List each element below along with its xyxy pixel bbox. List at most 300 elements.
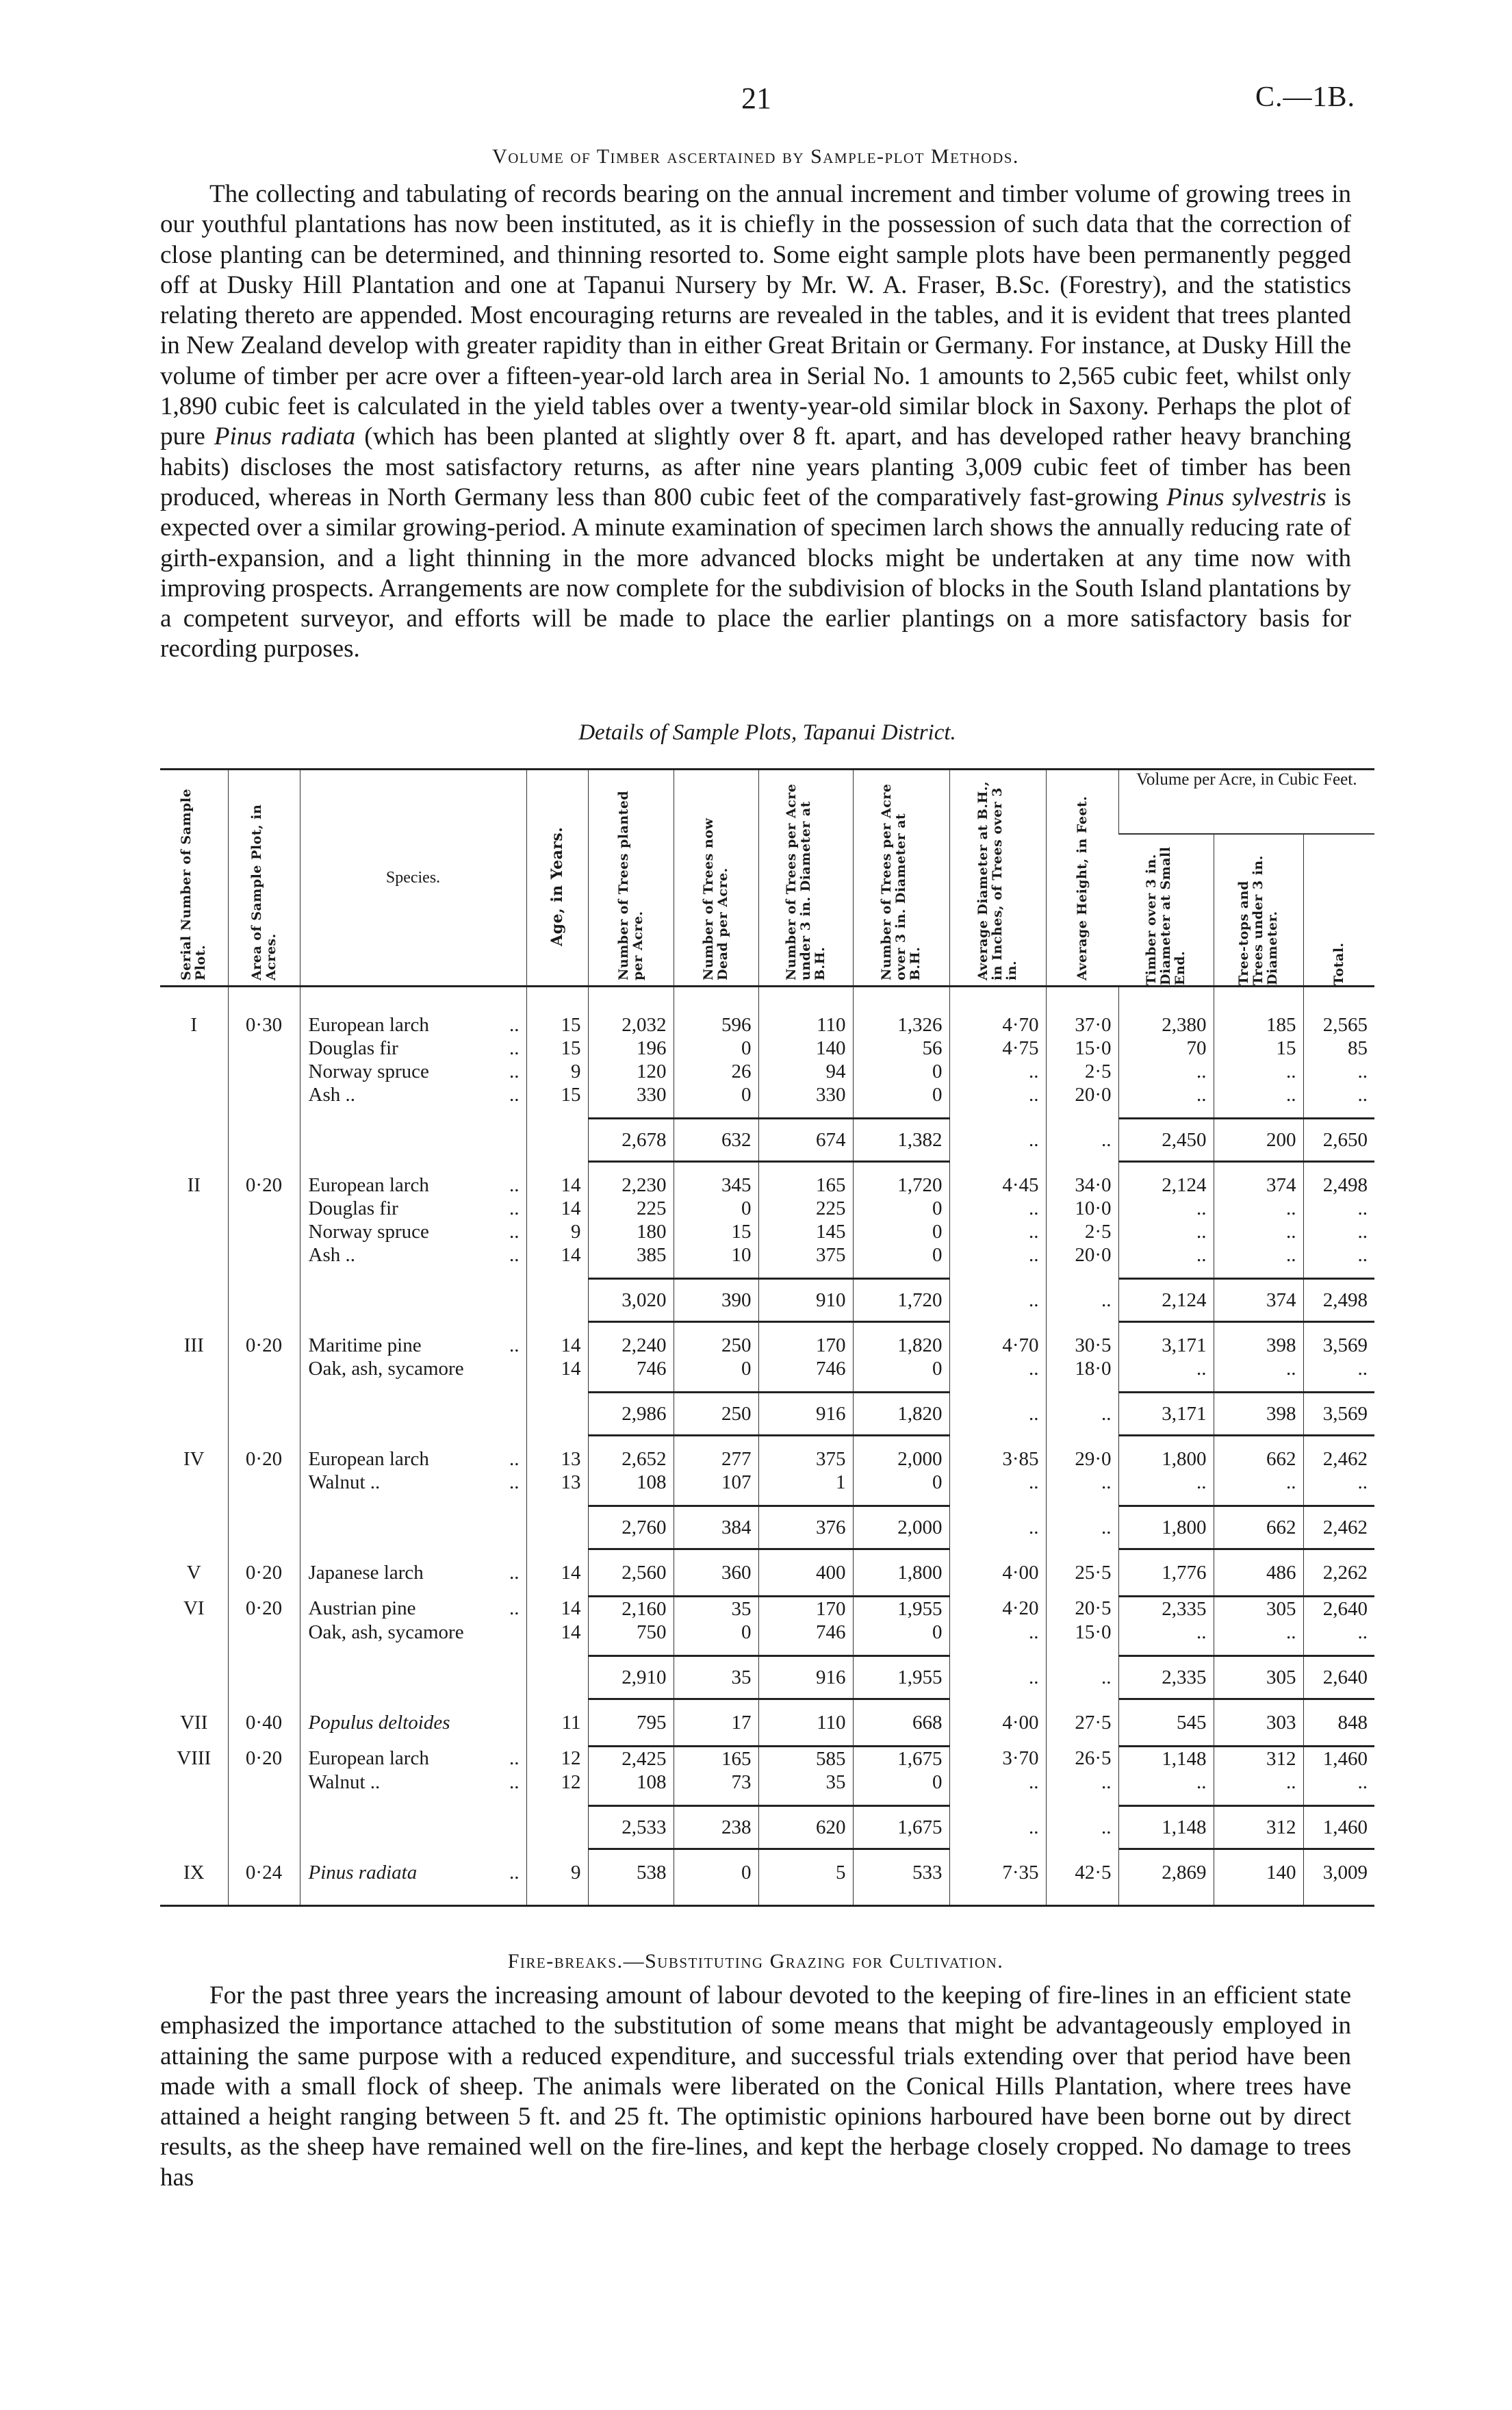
empty-cell — [526, 1436, 588, 1448]
species-name: Maritime pine — [308, 1334, 422, 1356]
sample-plots-table — [160, 768, 1374, 1907]
under3-cell: 165 — [758, 1174, 853, 1197]
empty-cell — [758, 1884, 853, 1906]
total-planted-cell: 2,760 — [588, 1506, 674, 1549]
over3-cell: 668 — [853, 1711, 949, 1734]
age-cell: 9 — [526, 1861, 588, 1884]
species-cell — [300, 1334, 526, 1357]
empty-cell — [160, 1267, 228, 1279]
over3-cell: 533 — [853, 1861, 949, 1884]
empty-cell — [300, 987, 526, 1014]
empty-cell — [853, 1162, 949, 1174]
planted-cell: 750 — [588, 1621, 674, 1644]
dot-leader: .. — [509, 1862, 520, 1883]
empty-cell — [1303, 1322, 1374, 1334]
under3-cell: 35 — [758, 1771, 853, 1794]
empty-cell — [674, 1699, 758, 1712]
empty-cell — [300, 1656, 526, 1699]
spacer-row — [160, 1644, 1374, 1656]
empty-cell — [758, 1849, 853, 1862]
total-tops-cell: 374 — [1214, 1279, 1303, 1322]
table-body — [160, 987, 1374, 1906]
serial-number-cell — [160, 1357, 228, 1380]
empty-cell — [949, 1584, 1046, 1597]
total-timber-cell: 1,148 — [1118, 1806, 1214, 1849]
species-name: Norway spruce — [308, 1221, 429, 1243]
diam-cell: .. — [949, 1771, 1046, 1794]
species-name: Walnut .. — [308, 1771, 381, 1793]
planted-cell: 746 — [588, 1357, 674, 1380]
total-planted-cell: 2,678 — [588, 1119, 674, 1162]
under3-cell: 225 — [758, 1197, 853, 1220]
planted-cell: 2,240 — [588, 1334, 674, 1357]
empty-cell — [228, 1436, 300, 1448]
total-tops-cell: 662 — [1214, 1506, 1303, 1549]
serial-number-cell — [160, 1197, 228, 1220]
empty-cell — [300, 1267, 526, 1279]
total-height-cell: .. — [1046, 1393, 1118, 1436]
empty-cell — [526, 1162, 588, 1174]
empty-cell — [228, 1849, 300, 1862]
species-name: Ash .. — [308, 1084, 355, 1106]
empty-cell — [160, 1549, 228, 1562]
over3-cell: 1,820 — [853, 1334, 949, 1357]
spacer-row — [160, 1849, 1374, 1862]
serial-number-cell: IX — [183, 1862, 205, 1883]
species-cell — [300, 1357, 526, 1380]
empty-cell — [1214, 1162, 1303, 1174]
tops-cell: 305 — [1214, 1597, 1303, 1621]
under3-cell: 140 — [758, 1037, 853, 1060]
empty-cell — [1303, 1849, 1374, 1862]
diam-cell: 4·70 — [949, 1334, 1046, 1357]
serial-number-cell: VIII — [177, 1747, 212, 1770]
empty-cell — [853, 1699, 949, 1712]
species-cell — [300, 1447, 526, 1471]
under3-cell: 170 — [758, 1597, 853, 1621]
empty-cell — [588, 1106, 674, 1119]
empty-cell — [1046, 1436, 1118, 1448]
total-under3-cell: 916 — [758, 1656, 853, 1699]
age-cell: 9 — [526, 1220, 588, 1243]
empty-cell — [853, 1849, 949, 1862]
planted-cell: 385 — [588, 1243, 674, 1267]
empty-cell — [588, 1494, 674, 1506]
empty-cell — [674, 1584, 758, 1597]
tops-cell: 140 — [1214, 1861, 1303, 1884]
dead-cell: 165 — [674, 1747, 758, 1771]
dead-cell: 360 — [674, 1561, 758, 1584]
serial-number-cell: VII — [180, 1712, 208, 1734]
empty-cell — [526, 1494, 588, 1506]
empty-cell — [949, 1549, 1046, 1562]
empty-cell — [1214, 1494, 1303, 1506]
over3-cell: 2,000 — [853, 1447, 949, 1471]
timber-cell: 2,335 — [1118, 1597, 1214, 1621]
empty-cell — [300, 1849, 526, 1862]
empty-cell — [228, 1106, 300, 1119]
dead-cell: 0 — [674, 1197, 758, 1220]
spacer-row — [160, 1584, 1374, 1597]
dead-cell: 0 — [674, 1861, 758, 1884]
empty-cell — [949, 1106, 1046, 1119]
height-cell: 20·0 — [1046, 1083, 1118, 1106]
planted-cell: 180 — [588, 1220, 674, 1243]
empty-cell — [674, 1849, 758, 1862]
over3-cell: 1,955 — [853, 1597, 949, 1621]
total-diam-cell: .. — [949, 1656, 1046, 1699]
header-serial — [160, 770, 228, 987]
empty-cell — [674, 1106, 758, 1119]
total-cell: 2,640 — [1303, 1597, 1374, 1621]
empty-cell — [228, 1506, 300, 1549]
total-diam-cell: .. — [949, 1806, 1046, 1849]
under3-cell: 746 — [758, 1621, 853, 1644]
area-cell — [228, 1771, 300, 1794]
over3-cell: 0 — [853, 1357, 949, 1380]
total-cell: .. — [1303, 1060, 1374, 1083]
empty-cell — [758, 1162, 853, 1174]
species-name: European larch — [308, 1014, 429, 1036]
empty-cell — [949, 1794, 1046, 1806]
under3-cell: 746 — [758, 1357, 853, 1380]
dead-cell: 17 — [674, 1711, 758, 1734]
timber-cell: 2,124 — [1118, 1174, 1214, 1197]
empty-cell — [853, 1884, 949, 1906]
empty-cell — [949, 987, 1046, 1014]
area-cell — [228, 1220, 300, 1243]
empty-cell — [160, 987, 228, 1014]
empty-cell — [949, 1162, 1046, 1174]
over3-cell: 1,800 — [853, 1561, 949, 1584]
empty-cell — [949, 1267, 1046, 1279]
empty-cell — [300, 1279, 526, 1322]
spacer-row — [160, 1436, 1374, 1448]
total-over3-cell: 1,675 — [853, 1806, 949, 1849]
italic-species-name: Pinus radiata — [214, 422, 356, 451]
dead-cell: 10 — [674, 1243, 758, 1267]
empty-cell — [526, 1644, 588, 1656]
dot-leader: .. — [509, 1197, 520, 1219]
header-tops — [1214, 835, 1303, 987]
page-number: 21 — [741, 81, 771, 115]
table-row — [160, 1197, 1374, 1220]
paragraph-text: is expected over a similar growing-period. A minute examination of specimen larch shows the annually reducing rate of girth-expansion, and a light thinning in the more advanced blocks might be undertaken at any time now with improving prospects. Arrangements are now complete for the subdivision of blocks in the South Island plantations by a competent surveyor, and efforts will be made to place the earlier plantings on a more satisfactory basis for recording purposes. — [160, 483, 1351, 663]
dead-cell: 0 — [674, 1037, 758, 1060]
empty-cell — [758, 987, 853, 1014]
empty-cell — [526, 1734, 588, 1747]
empty-cell — [1046, 1884, 1118, 1906]
dead-cell: 26 — [674, 1060, 758, 1083]
spacer-row — [160, 1106, 1374, 1119]
diam-cell: .. — [949, 1621, 1046, 1644]
empty-cell — [1303, 1549, 1374, 1562]
total-under3-cell: 674 — [758, 1119, 853, 1162]
timber-cell: .. — [1118, 1357, 1214, 1380]
total-dead-cell: 390 — [674, 1279, 758, 1322]
total-total-cell: 2,498 — [1303, 1279, 1374, 1322]
table-row — [160, 1037, 1374, 1060]
spacer-row — [160, 987, 1374, 1014]
table-row — [160, 1357, 1374, 1380]
timber-cell: 2,380 — [1118, 1013, 1214, 1037]
empty-cell — [949, 1849, 1046, 1862]
tops-cell: 398 — [1214, 1334, 1303, 1357]
header-planted — [588, 770, 674, 987]
group-total-row — [160, 1506, 1374, 1549]
under3-cell: 585 — [758, 1747, 853, 1771]
tops-cell: .. — [1214, 1243, 1303, 1267]
height-cell: 29·0 — [1046, 1447, 1118, 1471]
height-cell: 20·0 — [1046, 1243, 1118, 1267]
total-dead-cell: 632 — [674, 1119, 758, 1162]
timber-cell: 70 — [1118, 1037, 1214, 1060]
empty-cell — [758, 1644, 853, 1656]
total-diam-cell: .. — [949, 1279, 1046, 1322]
age-cell: 15 — [526, 1013, 588, 1037]
empty-cell — [1214, 987, 1303, 1014]
empty-cell — [228, 1494, 300, 1506]
total-cell: .. — [1303, 1621, 1374, 1644]
timber-cell: .. — [1118, 1197, 1214, 1220]
total-timber-cell: 2,124 — [1118, 1279, 1214, 1322]
species-cell — [300, 1471, 526, 1494]
dead-cell: 0 — [674, 1621, 758, 1644]
serial-number-cell — [160, 1471, 228, 1494]
group-total-row — [160, 1393, 1374, 1436]
total-cell: .. — [1303, 1083, 1374, 1106]
table-row — [160, 1083, 1374, 1106]
height-cell: 26·5 — [1046, 1747, 1118, 1771]
planted-cell: 225 — [588, 1197, 674, 1220]
empty-cell — [228, 1322, 300, 1334]
empty-cell — [1118, 1267, 1214, 1279]
table-bottom-rule — [160, 1884, 1374, 1906]
empty-cell — [1046, 1644, 1118, 1656]
empty-cell — [160, 1884, 228, 1906]
empty-cell — [526, 1506, 588, 1549]
total-tops-cell: 305 — [1214, 1656, 1303, 1699]
under3-cell: 400 — [758, 1561, 853, 1584]
area-cell — [228, 1060, 300, 1083]
empty-cell — [1214, 1380, 1303, 1393]
diam-cell: .. — [949, 1471, 1046, 1494]
empty-cell — [588, 1584, 674, 1597]
tops-cell: .. — [1214, 1471, 1303, 1494]
header-timber — [1118, 835, 1214, 987]
total-cell: .. — [1303, 1220, 1374, 1243]
dot-leader: .. — [509, 1334, 520, 1356]
serial-number-cell: VI — [183, 1597, 205, 1620]
header-tops-text: Tree-tops and Trees under 3 in. Diameter. — [1236, 855, 1280, 985]
planted-cell: 2,032 — [588, 1013, 674, 1037]
height-cell: 18·0 — [1046, 1357, 1118, 1380]
group-total-row — [160, 1279, 1374, 1322]
empty-cell — [228, 1656, 300, 1699]
tops-cell: .. — [1214, 1197, 1303, 1220]
serial-number-cell — [160, 1621, 228, 1644]
dot-leader: .. — [509, 1061, 520, 1082]
species-name: Japanese larch — [308, 1562, 424, 1584]
timber-cell: .. — [1118, 1621, 1214, 1644]
height-cell: 2·5 — [1046, 1060, 1118, 1083]
area-cell: 0·20 — [228, 1597, 300, 1621]
species-cell — [300, 1597, 526, 1621]
empty-cell — [674, 1644, 758, 1656]
area-cell: 0·20 — [228, 1174, 300, 1197]
empty-cell — [853, 1494, 949, 1506]
planted-cell: 538 — [588, 1861, 674, 1884]
empty-cell — [949, 1436, 1046, 1448]
species-name: Norway spruce — [308, 1061, 429, 1082]
empty-cell — [1046, 1849, 1118, 1862]
dead-cell: 35 — [674, 1597, 758, 1621]
timber-cell: .. — [1118, 1083, 1214, 1106]
empty-cell — [588, 1436, 674, 1448]
header-under3 — [758, 770, 853, 987]
species-cell — [300, 1711, 526, 1734]
header-avg-height-text: Average Height, in Feet. — [1074, 796, 1090, 980]
planted-cell: 2,160 — [588, 1597, 674, 1621]
header-planted-text: Number of Trees planted per Acre. — [615, 790, 645, 980]
empty-cell — [1214, 1322, 1303, 1334]
species-cell — [300, 1621, 526, 1644]
empty-cell — [949, 1322, 1046, 1334]
header-age-text: Age, in Years. — [548, 826, 566, 946]
serial-number-cell — [160, 1083, 228, 1106]
serial-number-cell: III — [183, 1334, 204, 1356]
empty-cell — [228, 1549, 300, 1562]
header-volume-group — [1118, 770, 1374, 835]
empty-cell — [949, 1644, 1046, 1656]
empty-cell — [758, 1794, 853, 1806]
species-name: Oak, ash, sycamore — [308, 1358, 464, 1380]
empty-cell — [674, 1549, 758, 1562]
dot-leader: .. — [509, 1597, 520, 1620]
serial-number-cell: IV — [183, 1448, 205, 1470]
empty-cell — [526, 1393, 588, 1436]
empty-cell — [228, 1584, 300, 1597]
species-name: Austrian pine — [308, 1597, 416, 1620]
empty-cell — [300, 1794, 526, 1806]
table-row — [160, 1771, 1374, 1794]
total-tops-cell: 200 — [1214, 1119, 1303, 1162]
total-planted-cell: 2,533 — [588, 1806, 674, 1849]
tops-cell: .. — [1214, 1771, 1303, 1794]
over3-cell: 0 — [853, 1197, 949, 1220]
species-cell — [300, 1771, 526, 1794]
tops-cell: 374 — [1214, 1174, 1303, 1197]
age-cell: 14 — [526, 1197, 588, 1220]
empty-cell — [228, 1279, 300, 1322]
under3-cell: 110 — [758, 1013, 853, 1037]
empty-cell — [526, 1119, 588, 1162]
empty-cell — [853, 1584, 949, 1597]
empty-cell — [300, 1584, 526, 1597]
empty-cell — [758, 1322, 853, 1334]
height-cell: 42·5 — [1046, 1861, 1118, 1884]
header-total — [1303, 835, 1374, 987]
under3-cell: 375 — [758, 1447, 853, 1471]
dot-leader: .. — [509, 1471, 520, 1493]
empty-cell — [300, 1162, 526, 1174]
empty-cell — [300, 1494, 526, 1506]
empty-cell — [1303, 1380, 1374, 1393]
diam-cell: 3·70 — [949, 1747, 1046, 1771]
total-diam-cell: .. — [949, 1506, 1046, 1549]
diam-cell: 4·70 — [949, 1013, 1046, 1037]
empty-cell — [300, 1549, 526, 1562]
header-serial-text: Serial Number of Sample Plot. — [179, 788, 209, 980]
table-row — [160, 1621, 1374, 1644]
empty-cell — [1118, 1644, 1214, 1656]
table-row — [160, 1060, 1374, 1083]
planted-cell: 108 — [588, 1471, 674, 1494]
empty-cell — [949, 1734, 1046, 1747]
spacer-row — [160, 1794, 1374, 1806]
species-cell — [300, 1243, 526, 1267]
total-total-cell: 1,460 — [1303, 1806, 1374, 1849]
diam-cell: .. — [949, 1060, 1046, 1083]
empty-cell — [1118, 1584, 1214, 1597]
empty-cell — [853, 1549, 949, 1562]
empty-cell — [160, 1279, 228, 1322]
document-reference: C.—1B. — [1255, 81, 1355, 113]
empty-cell — [1046, 1549, 1118, 1562]
paragraph-text: (which has been planted at slightly over 8 ft. apart, and has developed rather heavy branching habits) discloses the most satisfactory returns, as after nine years planting 3,009 cubic feet of timber has been produced, whereas in North Germany less than 800 cubic feet of the comparatively fast-growing — [160, 422, 1351, 511]
table-row — [160, 1243, 1374, 1267]
area-cell: 0·20 — [228, 1447, 300, 1471]
empty-cell — [758, 1380, 853, 1393]
serial-number-cell: I — [190, 1014, 198, 1036]
empty-cell — [674, 987, 758, 1014]
sample-plots-table-container — [160, 768, 1374, 1907]
planted-cell: 795 — [588, 1711, 674, 1734]
timber-cell: 1,776 — [1118, 1561, 1214, 1584]
total-planted-cell: 2,910 — [588, 1656, 674, 1699]
empty-cell — [300, 1393, 526, 1436]
empty-cell — [526, 1380, 588, 1393]
empty-cell — [1046, 1322, 1118, 1334]
over3-cell: 0 — [853, 1243, 949, 1267]
group-total-row — [160, 1119, 1374, 1162]
empty-cell — [1214, 1584, 1303, 1597]
empty-cell — [674, 1794, 758, 1806]
empty-cell — [1118, 987, 1214, 1014]
age-cell: 12 — [526, 1747, 588, 1771]
dead-cell: 277 — [674, 1447, 758, 1471]
empty-cell — [1214, 1549, 1303, 1562]
area-cell: 0·40 — [228, 1711, 300, 1734]
empty-cell — [1046, 1380, 1118, 1393]
total-under3-cell: 916 — [758, 1393, 853, 1436]
empty-cell — [949, 1699, 1046, 1712]
table-row — [160, 1561, 1374, 1584]
empty-cell — [674, 1734, 758, 1747]
empty-cell — [228, 1119, 300, 1162]
empty-cell — [853, 1644, 949, 1656]
over3-cell: 1,675 — [853, 1747, 949, 1771]
species-name: European larch — [308, 1174, 429, 1196]
dot-leader: .. — [509, 1448, 520, 1470]
age-cell: 13 — [526, 1471, 588, 1494]
over3-cell: 56 — [853, 1037, 949, 1060]
diam-cell: 4·75 — [949, 1037, 1046, 1060]
italic-species-name: Pinus sylvestris — [1166, 483, 1327, 511]
empty-cell — [1303, 987, 1374, 1014]
empty-cell — [1118, 1549, 1214, 1562]
age-cell: 14 — [526, 1357, 588, 1380]
